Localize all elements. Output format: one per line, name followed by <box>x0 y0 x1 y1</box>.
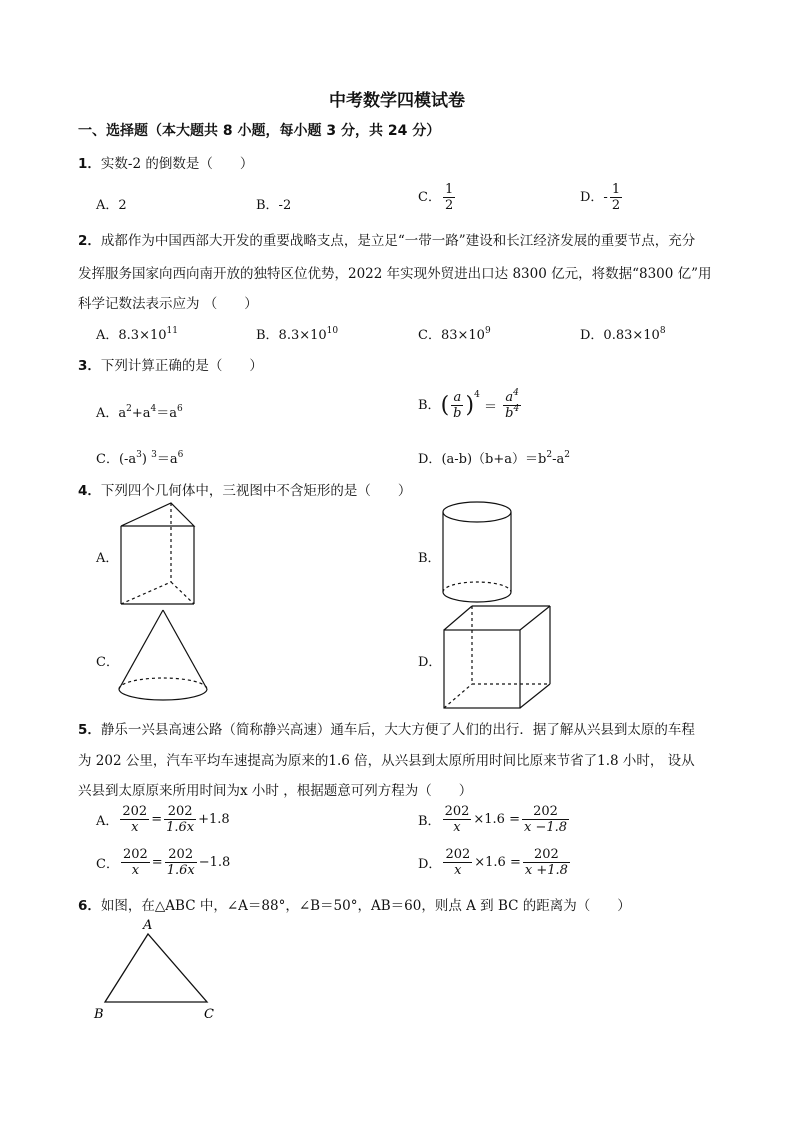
q1-option-c[interactable] <box>418 182 457 213</box>
q4-option-a[interactable]: A． <box>96 551 119 566</box>
question-number: 6． <box>78 898 101 914</box>
q5-option-b[interactable]: B． $\frac{202}{x}$ ×1.6 = $\frac{202}{x -1.8}$ <box>418 804 568 835</box>
question-text: 下列四个几何体中，三视图中不含矩形的是（ ） <box>100 483 412 499</box>
fraction: $\frac{1}{2}$ <box>444 182 454 213</box>
question-6 <box>78 894 631 914</box>
question-text: 下列计算正确的是（ ） <box>100 358 263 374</box>
vertex-label-a: A <box>143 918 153 933</box>
q4-option-d[interactable]: D． <box>418 655 442 670</box>
cylinder-figure <box>440 500 514 608</box>
triangular-prism-figure <box>118 500 198 605</box>
q1-option-b[interactable]: B．-2 <box>256 198 292 213</box>
q4-option-b[interactable]: B． <box>418 551 441 566</box>
question-number: 5． <box>78 722 101 738</box>
question-3 <box>78 354 263 374</box>
q2-option-c[interactable]: C．$83\times 10^9$ <box>418 326 491 343</box>
q3-option-b[interactable]: B．( $\frac{a}{b}$ )$^4$ ＝ $\frac{a^4}{b^4}$ <box>418 388 520 421</box>
question-5 <box>78 718 695 738</box>
question-text-line1: 成都作为中国西部大开发的重要战略支点，是立足“一带一路”建设和长江经济发展的重要节点，充分 <box>100 233 696 249</box>
q3-option-a[interactable]: A．$a^2+a^4=a^6$ <box>96 404 183 421</box>
question-2-line3: 科学记数法表示应为 （ ） <box>78 296 258 312</box>
q3-option-c[interactable]: C．$(-a^3)$ $^3=a^6$ <box>96 450 184 467</box>
section-heading: 一、选择题（本大题共 8 小题，每小题 3 分，共 24 分） <box>78 123 441 139</box>
q4-option-c[interactable]: C． <box>96 655 119 670</box>
cube-figure <box>442 604 554 710</box>
q1-option-d[interactable] <box>580 182 624 213</box>
question-number: 1． <box>78 156 101 172</box>
question-4 <box>78 479 411 499</box>
option-label: D．- <box>580 190 608 205</box>
question-text-line1: 静乐一兴县高速公路（简称静兴高速）通车后，大大方便了人们的出行．据了解从兴县到太原的车程 <box>100 722 695 738</box>
page-title: 中考数学四模试卷 <box>329 91 465 111</box>
question-5-line3: 兴县到太原原来所用时间为x 小时 ，根据题意可列方程为（ ） <box>78 783 473 799</box>
q1-option-a[interactable]: A．2 <box>96 198 127 213</box>
question-text: 实数-2 的倒数是（ ） <box>100 156 254 172</box>
q3-option-d[interactable]: D．$(a-b)(b+a)=b^2-a^2$ <box>418 450 570 467</box>
question-number: 4． <box>78 483 101 499</box>
q2-option-d[interactable]: D．$0.83\times 10^8$ <box>580 326 666 343</box>
vertex-label-c: C <box>204 1007 214 1022</box>
question-2 <box>78 229 695 249</box>
option-label: C． <box>418 190 441 205</box>
fraction: $\frac{1}{2}$ <box>611 182 621 213</box>
q5-option-a[interactable]: A． $\frac{202}{x}$ = $\frac{202}{1.6x}$ +1.8 <box>96 804 230 835</box>
question-2-line2: 发挥服务国家向西向南开放的独特区位优势，2022 年实现外贸进出口达 8300 亿元，将数据“8300 亿”用 <box>78 266 712 282</box>
question-number: 3． <box>78 358 101 374</box>
question-1 <box>78 152 253 172</box>
vertex-label-b: B <box>94 1007 104 1022</box>
q5-option-d[interactable]: D． $\frac{202}{x}$ ×1.6 = $\frac{202}{x +1.8}$ <box>418 847 568 878</box>
question-number: 2． <box>78 233 101 249</box>
q2-option-a[interactable]: A．$8.3\times 10^{11}$ <box>96 326 178 343</box>
triangle-abc-figure <box>92 916 222 1026</box>
q2-option-b[interactable]: B．$8.3\times 10^{10}$ <box>256 326 339 343</box>
question-text: 如图，在△ABC 中，∠A＝88°，∠B＝50°，AB＝60，则点 A 到 BC 的距离为（ ） <box>100 898 631 914</box>
q5-option-c[interactable]: C． $\frac{202}{x}$ = $\frac{202}{1.6x}$ −1.8 <box>96 847 231 878</box>
cone-figure <box>116 607 210 707</box>
question-5-line2: 为 202 公里，汽车平均车速提高为原来的1.6 倍，从兴县到太原所用时间比原来节省了1.8 小时， 设从 <box>78 753 695 769</box>
